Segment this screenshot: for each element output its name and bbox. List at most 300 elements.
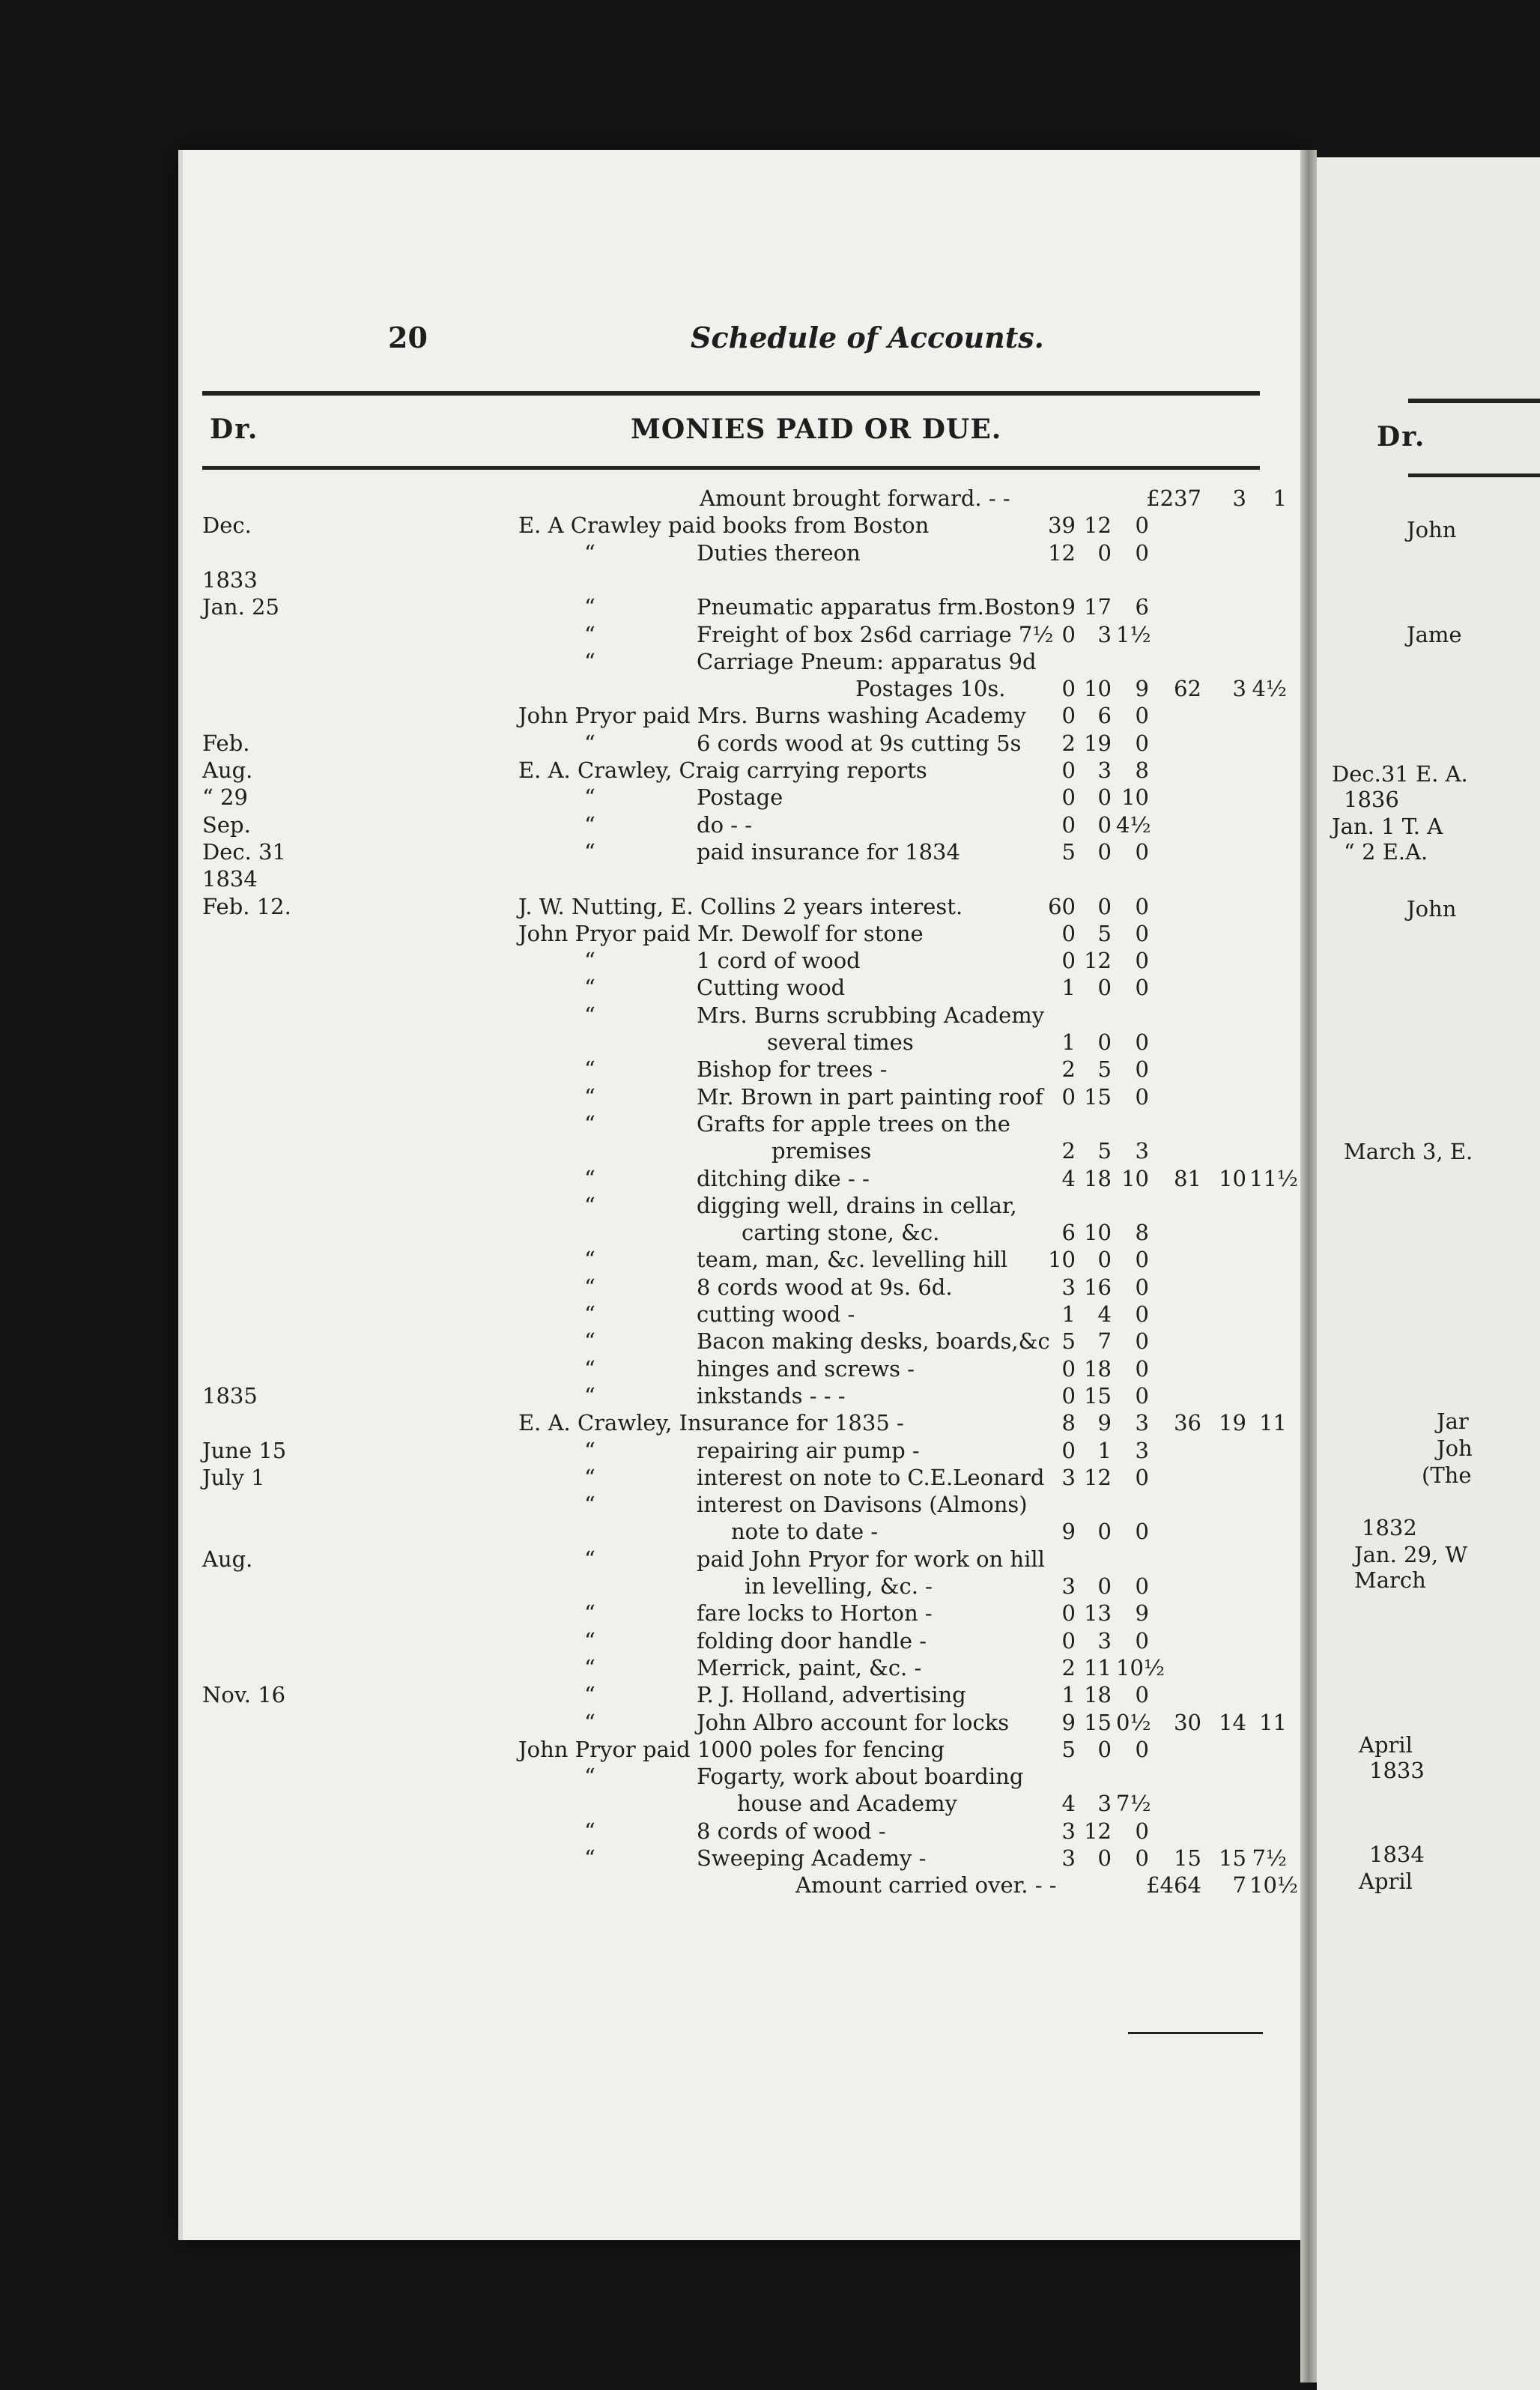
facing-line: March [1354, 1567, 1426, 1593]
shillings-value: 0 [1097, 1737, 1112, 1762]
entry-description: hinges and screws - [697, 1356, 915, 1382]
ledger-row [183, 1682, 1305, 1709]
pounds-value: 9 [1061, 1710, 1076, 1735]
facing-top-rule [1408, 399, 1540, 403]
total-shillings: 14 [1219, 1710, 1246, 1735]
facing-line: March 3, E. [1344, 1139, 1473, 1164]
pence-value: 0 [1135, 1084, 1149, 1110]
ledger-row [183, 1872, 1305, 1899]
pence-value: 0 [1135, 1519, 1149, 1544]
pounds-value: 5 [1061, 1737, 1076, 1762]
shillings-value: 0 [1097, 784, 1112, 810]
entry-description: interest on note to C.E.Leonard [697, 1465, 1045, 1490]
pounds-value: 0 [1061, 757, 1076, 783]
ditto-mark: “ [584, 622, 595, 647]
total-pence: 11 [1259, 1410, 1287, 1435]
entry-description: 6 cords wood at 9s cutting 5s [697, 730, 1022, 756]
total-pence: 4½ [1252, 676, 1287, 701]
entry-description: Postages 10s. [855, 676, 1006, 701]
shillings-value: 6 [1097, 703, 1112, 728]
pence-value: 0 [1135, 1056, 1149, 1082]
ledger-row [183, 649, 1305, 676]
total-pounds: 36 [1174, 1410, 1201, 1435]
shillings-value: 11 [1084, 1655, 1112, 1680]
pounds-value: 3 [1061, 1573, 1076, 1599]
ditto-mark: “ [584, 730, 595, 756]
total-shillings: 19 [1219, 1410, 1246, 1435]
ledger-row [183, 730, 1305, 757]
entry-description: 8 cords wood at 9s. 6d. [697, 1274, 953, 1300]
ditto-mark: “ [584, 975, 595, 1000]
entry-description: repairing air pump - [697, 1438, 920, 1463]
ledger-row [183, 784, 1305, 811]
ledger-row [183, 1410, 1305, 1437]
shillings-value: 18 [1084, 1166, 1112, 1191]
shillings-value: 3 [1097, 622, 1112, 647]
ledger-row [183, 1764, 1305, 1791]
ledger-row [183, 1002, 1305, 1029]
entry-description: E. A. Crawley, Insurance for 1835 - [518, 1410, 904, 1435]
shillings-value: 3 [1097, 1791, 1112, 1816]
shillings-value: 5 [1097, 1138, 1112, 1164]
facing-line: Jame [1407, 622, 1462, 647]
entry-description: Amount brought forward. - - [700, 485, 1010, 511]
pence-value: 0 [1135, 730, 1149, 756]
ledger-row [183, 1791, 1305, 1818]
entry-description: several times [767, 1029, 914, 1055]
pence-value: 9 [1135, 1600, 1149, 1626]
pounds-value: 0 [1061, 1628, 1076, 1654]
pounds-value: 0 [1061, 1383, 1076, 1409]
pence-value: 10 [1121, 784, 1149, 810]
ledger-row [183, 1519, 1305, 1546]
pounds-value: 3 [1061, 1818, 1076, 1844]
total-shillings: 3 [1232, 485, 1246, 511]
pounds-value: 0 [1061, 676, 1076, 701]
pence-value: 0 [1135, 1383, 1149, 1409]
pence-value: 0 [1135, 1573, 1149, 1599]
entry-description: E. A Crawley paid books from Boston [518, 512, 930, 538]
shillings-value: 0 [1097, 1845, 1112, 1871]
shillings-value: 15 [1084, 1383, 1112, 1409]
shillings-value: 12 [1084, 512, 1112, 538]
ditto-mark: “ [584, 1628, 595, 1654]
ledger-date: Aug. [202, 1546, 253, 1572]
entry-description: cutting wood - [697, 1301, 855, 1327]
pounds-value: 0 [1061, 1438, 1076, 1463]
shillings-value: 1 [1097, 1438, 1112, 1463]
total-pounds: 30 [1174, 1710, 1201, 1735]
total-shillings: 7 [1232, 1872, 1246, 1898]
ditto-mark: “ [584, 1193, 595, 1218]
facing-line: John [1407, 896, 1457, 922]
ditto-mark: “ [584, 1438, 595, 1463]
entry-description: Pneumatic apparatus frm.Boston [697, 594, 1061, 620]
ditto-mark: “ [584, 1465, 595, 1490]
ledger-row [183, 1301, 1305, 1328]
entry-description: in levelling, &c. - [745, 1573, 933, 1599]
ledger-row [183, 1247, 1305, 1274]
total-pounds: 15 [1174, 1845, 1201, 1871]
ditto-mark: “ [584, 784, 595, 810]
ledger-row [183, 1084, 1305, 1111]
pounds-value: 4 [1061, 1791, 1076, 1816]
ledger-date: Nov. 16 [202, 1682, 286, 1707]
ledger-date: Dec. [202, 512, 252, 538]
ditto-mark: “ [584, 1546, 595, 1572]
shillings-value: 18 [1084, 1356, 1112, 1382]
ledger-row [183, 1356, 1305, 1383]
shillings-value: 0 [1097, 540, 1112, 566]
shillings-value: 5 [1097, 1056, 1112, 1082]
facing-heading-rule [1408, 474, 1540, 477]
pounds-value: 3 [1061, 1845, 1076, 1871]
shillings-value: 9 [1097, 1410, 1112, 1435]
pence-value: 0 [1135, 921, 1149, 946]
entry-description: Bishop for trees - [697, 1056, 888, 1082]
ledger-row [183, 622, 1305, 649]
entry-description: John Pryor paid Mrs. Burns washing Academy [518, 703, 1026, 728]
entry-description: John Albro account for locks [697, 1710, 1010, 1735]
pence-value: 9 [1135, 676, 1149, 701]
entry-description: Carriage Pneum: apparatus 9d [697, 649, 1037, 674]
running-title: Schedule of Accounts. [691, 321, 1044, 354]
entry-description: Amount carried over. - - [795, 1872, 1057, 1898]
pence-value: 0 [1135, 1628, 1149, 1654]
ledger-row [183, 594, 1305, 621]
ditto-mark: “ [584, 1600, 595, 1626]
ditto-mark: “ [584, 1301, 595, 1327]
ledger-row [183, 1328, 1305, 1355]
facing-line: John [1407, 517, 1457, 542]
ditto-mark: “ [584, 1002, 595, 1028]
shillings-value: 0 [1097, 812, 1112, 838]
pounds-value: 2 [1061, 1655, 1076, 1680]
ledger-row [183, 567, 1305, 594]
pounds-value: 1 [1061, 1029, 1076, 1055]
shillings-value: 0 [1097, 1029, 1112, 1055]
facing-line: Dec.31 E. A. [1332, 761, 1468, 787]
entry-description: paid John Pryor for work on hill [697, 1546, 1045, 1572]
ditto-mark: “ [584, 1682, 595, 1707]
total-pounds: 81 [1174, 1166, 1201, 1191]
ledger-date: 1833 [202, 567, 258, 593]
pounds-value: 2 [1061, 1056, 1076, 1082]
ditto-mark: “ [584, 1166, 595, 1191]
entry-description: E. A. Crawley, Craig carrying reports [518, 757, 927, 783]
ledger-date: Sep. [202, 812, 251, 838]
ditto-mark: “ [584, 1655, 595, 1680]
pounds-value: 3 [1061, 1274, 1076, 1300]
ledger-row [183, 1710, 1305, 1737]
total-pence: 7½ [1252, 1845, 1287, 1871]
heading-rule [202, 466, 1260, 470]
ledger-date: July 1 [202, 1465, 265, 1490]
pence-value: 0 [1135, 1274, 1149, 1300]
book-spine [1300, 150, 1317, 2383]
facing-line: 1832 [1362, 1515, 1417, 1540]
facing-line: Jar [1437, 1409, 1469, 1434]
total-shillings: 3 [1232, 676, 1246, 701]
ledger-row [183, 1465, 1305, 1492]
ledger-row [183, 1166, 1305, 1193]
ledger-date: 1835 [202, 1383, 258, 1409]
shillings-value: 3 [1097, 757, 1112, 783]
ledger-row [183, 1383, 1305, 1410]
ditto-mark: “ [584, 1328, 595, 1354]
entry-description: paid insurance for 1834 [697, 839, 960, 865]
section-heading: MONIES PAID OR DUE. [631, 414, 1002, 445]
facing-line: “ 2 E.A. [1344, 839, 1428, 865]
ditto-mark: “ [584, 1274, 595, 1300]
entry-description: house and Academy [737, 1791, 957, 1816]
facing-line: 1834 [1369, 1842, 1425, 1867]
pence-value: 3 [1135, 1438, 1149, 1463]
ledger-date: 1834 [202, 866, 258, 892]
shillings-value: 0 [1097, 1519, 1112, 1544]
shillings-value: 0 [1097, 839, 1112, 865]
ledger-row [183, 1737, 1305, 1764]
facing-dr-label: Dr. [1377, 421, 1426, 453]
shillings-value: 12 [1084, 948, 1112, 973]
facing-line: 1836 [1344, 787, 1399, 812]
pounds-value: 2 [1061, 730, 1076, 756]
total-pounds: £237 [1146, 485, 1201, 511]
total-pence: 1 [1273, 485, 1287, 511]
ditto-mark: “ [584, 1764, 595, 1789]
shillings-value: 13 [1084, 1600, 1112, 1626]
entry-description: note to date - [731, 1519, 879, 1544]
facing-line: 1833 [1369, 1758, 1425, 1783]
pence-value: 0 [1135, 948, 1149, 973]
entry-description: Mr. Brown in part painting roof [697, 1084, 1043, 1110]
ditto-mark: “ [584, 540, 595, 566]
ledger-date: Feb. 12. [202, 894, 291, 919]
ledger-date: Jan. 25 [202, 594, 279, 620]
pounds-value: 0 [1061, 948, 1076, 973]
pence-value: 0 [1135, 894, 1149, 919]
ledger-row [183, 703, 1305, 730]
entry-description: folding door handle - [697, 1628, 927, 1654]
ditto-mark: “ [584, 1818, 595, 1844]
ledger-row [183, 1274, 1305, 1301]
ledger-row [183, 975, 1305, 1002]
entry-description: do - - [697, 812, 753, 838]
total-shillings: 15 [1219, 1845, 1246, 1871]
ditto-mark: “ [584, 1356, 595, 1382]
facing-line: April [1359, 1869, 1413, 1894]
pounds-value: 6 [1061, 1220, 1076, 1245]
shillings-value: 12 [1084, 1465, 1112, 1490]
pounds-value: 5 [1061, 839, 1076, 865]
entry-description: fare locks to Horton - [697, 1600, 933, 1626]
pounds-value: 0 [1061, 1600, 1076, 1626]
pounds-value: 1 [1061, 1301, 1076, 1327]
entry-description: Merrick, paint, &c. - [697, 1655, 922, 1680]
ledger-row [183, 1492, 1305, 1519]
shillings-value: 18 [1084, 1682, 1112, 1707]
ledger-row [183, 1845, 1305, 1872]
shillings-value: 5 [1097, 921, 1112, 946]
entry-description: ditching dike - - [697, 1166, 870, 1191]
ledger-date: June 15 [202, 1438, 287, 1463]
total-shillings: 10 [1219, 1166, 1246, 1191]
ledger-row [183, 540, 1305, 567]
ledger-row [183, 866, 1305, 893]
pounds-value: 8 [1061, 1410, 1076, 1435]
ledger-row [183, 1138, 1305, 1165]
facing-line: Joh [1437, 1435, 1473, 1461]
pence-value: 0 [1135, 540, 1149, 566]
shillings-value: 15 [1084, 1084, 1112, 1110]
entry-description: Postage [697, 784, 783, 810]
facing-line: April [1359, 1732, 1413, 1758]
total-pounds: 62 [1174, 676, 1201, 701]
shillings-value: 17 [1084, 594, 1112, 620]
pounds-value: 60 [1048, 894, 1076, 919]
ledger-row [183, 839, 1305, 866]
top-rule [202, 391, 1260, 396]
pounds-value: 9 [1061, 594, 1076, 620]
pence-value: 3 [1135, 1138, 1149, 1164]
ditto-mark: “ [584, 1710, 595, 1735]
entry-description: John Pryor paid Mr. Dewolf for stone [518, 921, 924, 946]
entry-description: Cutting wood [697, 975, 846, 1000]
total-rule [1128, 2032, 1263, 2034]
pence-value: 1½ [1116, 622, 1151, 647]
pounds-value: 3 [1061, 1465, 1076, 1490]
ledger-row [183, 1628, 1305, 1655]
entry-description: carting stone, &c. [742, 1220, 940, 1245]
pence-value: 8 [1135, 757, 1149, 783]
pence-value: 0 [1135, 1029, 1149, 1055]
pounds-value: 0 [1061, 622, 1076, 647]
ditto-mark: “ [584, 812, 595, 838]
entry-description: Sweeping Academy - [697, 1845, 927, 1871]
ledger-row [183, 894, 1305, 921]
pounds-value: 10 [1048, 1247, 1076, 1272]
pence-value: 0 [1135, 839, 1149, 865]
total-pence: 10½ [1249, 1872, 1299, 1898]
ditto-mark: “ [584, 594, 595, 620]
entry-description: premises [771, 1138, 872, 1164]
entry-description: Mrs. Burns scrubbing Academy [697, 1002, 1045, 1028]
ditto-mark: “ [584, 1247, 595, 1272]
ledger-row [183, 757, 1305, 784]
pence-value: 0 [1135, 1845, 1149, 1871]
ditto-mark: “ [584, 1492, 595, 1517]
total-pence: 11½ [1249, 1166, 1299, 1191]
ledger-row [183, 1573, 1305, 1600]
ledger-page [178, 150, 1305, 2240]
ditto-mark: “ [584, 649, 595, 674]
facing-line: Jan. 1 T. A [1332, 814, 1443, 839]
entry-description: 8 cords of wood - [697, 1818, 886, 1844]
pence-value: 0 [1135, 1301, 1149, 1327]
ditto-mark: “ [584, 948, 595, 973]
entry-description: Fogarty, work about boarding [697, 1764, 1024, 1789]
pounds-value: 39 [1048, 512, 1076, 538]
ledger-row [183, 812, 1305, 839]
pounds-value: 9 [1061, 1519, 1076, 1544]
entry-description: John Pryor paid 1000 poles for fencing [518, 1737, 945, 1762]
pence-value: 0 [1135, 1682, 1149, 1707]
ledger-row [183, 1111, 1305, 1138]
entry-description: Grafts for apple trees on the [697, 1111, 1010, 1137]
shillings-value: 0 [1097, 975, 1112, 1000]
shillings-value: 0 [1097, 894, 1112, 919]
entry-description: Bacon making desks, boards,&c [697, 1328, 1050, 1354]
pounds-value: 5 [1061, 1328, 1076, 1354]
ledger-row [183, 1029, 1305, 1056]
ledger-row [183, 1220, 1305, 1247]
page-number: 20 [388, 321, 428, 354]
entry-description: J. W. Nutting, E. Collins 2 years interest. [518, 894, 963, 919]
total-pence: 11 [1259, 1710, 1287, 1735]
ledger-row [183, 1056, 1305, 1083]
pence-value: 6 [1135, 594, 1149, 620]
shillings-value: 4 [1097, 1301, 1112, 1327]
ditto-mark: “ [584, 1111, 595, 1137]
pence-value: 4½ [1116, 812, 1151, 838]
ledger-date: Feb. [202, 730, 250, 756]
shillings-value: 12 [1084, 1818, 1112, 1844]
facing-line: Jan. 29, W [1354, 1542, 1468, 1567]
ditto-mark: “ [584, 1845, 595, 1871]
pence-value: 0 [1135, 1465, 1149, 1490]
pounds-value: 0 [1061, 812, 1076, 838]
ledger-row [183, 1600, 1305, 1627]
pounds-value: 0 [1061, 1356, 1076, 1382]
pence-value: 0 [1135, 1247, 1149, 1272]
ledger-row [183, 1438, 1305, 1465]
entry-description: interest on Davisons (Almons) [697, 1492, 1028, 1517]
ditto-mark: “ [584, 1383, 595, 1409]
ledger-row [183, 1655, 1305, 1682]
total-pounds: £464 [1146, 1872, 1201, 1898]
pounds-value: 1 [1061, 1682, 1076, 1707]
ledger-date: “ 29 [202, 784, 248, 810]
ditto-mark: “ [584, 1056, 595, 1082]
pence-value: 7½ [1116, 1791, 1151, 1816]
shillings-value: 15 [1084, 1710, 1112, 1735]
shillings-value: 0 [1097, 1573, 1112, 1599]
pence-value: 0 [1135, 512, 1149, 538]
shillings-value: 0 [1097, 1247, 1112, 1272]
pence-value: 0 [1135, 1737, 1149, 1762]
pence-value: 0 [1135, 975, 1149, 1000]
pounds-value: 1 [1061, 975, 1076, 1000]
pence-value: 0 [1135, 1356, 1149, 1382]
ledger-row [183, 1818, 1305, 1845]
shillings-value: 7 [1097, 1328, 1112, 1354]
pence-value: 0 [1135, 1328, 1149, 1354]
facing-line: (The [1422, 1462, 1472, 1488]
facing-page [1317, 157, 1540, 2390]
ledger-row [183, 485, 1305, 512]
pounds-value: 2 [1061, 1138, 1076, 1164]
shillings-value: 10 [1084, 1220, 1112, 1245]
ditto-mark: “ [584, 1084, 595, 1110]
ledger-row [183, 948, 1305, 975]
pence-value: 0½ [1116, 1710, 1151, 1735]
pence-value: 8 [1135, 1220, 1149, 1245]
pence-value: 3 [1135, 1410, 1149, 1435]
ditto-mark: “ [584, 839, 595, 865]
ledger-row [183, 921, 1305, 948]
pounds-value: 0 [1061, 784, 1076, 810]
ledger-row [183, 1193, 1305, 1220]
